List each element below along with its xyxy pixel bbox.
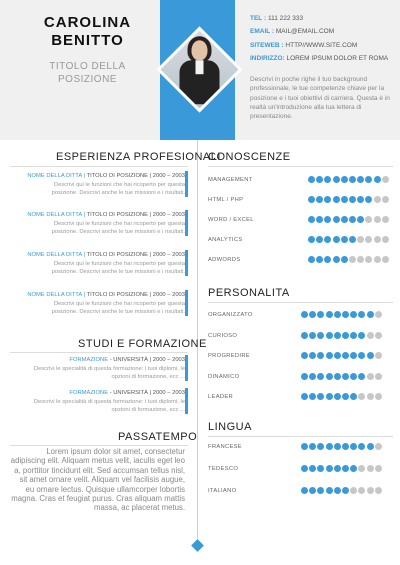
contact-block [250,12,395,65]
skill-label: MANAGEMENT [208,177,253,183]
skill-label: WORD / EXCEL [208,217,254,223]
rating-dot-filled [334,373,341,380]
rating-dot-empty [382,236,389,243]
rating-dot-filled [350,352,357,359]
rating-dot-filled [301,443,308,450]
personality-row [208,373,393,385]
rating-dot-filled [326,465,333,472]
rating-dot-empty [375,393,382,400]
skills-title: CONOSCENZE [208,151,291,163]
contact-website[interactable]: SITEWEB : HTTP//WWW.SITE.COM [250,41,358,49]
language-label: TEDESCO [208,466,239,472]
rating-dot-filled [342,487,349,494]
rating-dot-filled [350,332,357,339]
rating-dot-filled [326,332,333,339]
rating-dot-filled [341,236,348,243]
personality-label: LEADER [208,394,233,400]
studies-title: STUDI E FORMAZIONE [78,338,207,350]
rating-dot-filled [317,373,324,380]
study-item: FORMAZIONE - UNIVERSITÀ | 2000 – 2003 Descrivi le specialità di questa formazione: i tuoi diplomi, le opzioni di formazione, ecc ... [33,357,185,381]
rating-dot-empty [374,196,381,203]
rating-dot-empty [367,393,374,400]
rating-dot-empty [350,487,357,494]
rating-dot-filled [324,256,331,263]
rating-dot-filled [308,216,315,223]
rating-dot-filled [334,443,341,450]
job-title-line-2: POSIZIONE [58,74,117,85]
study-item-bar [185,355,188,381]
rating-dot-empty [382,256,389,263]
rating-dot-empty [375,373,382,380]
rating-dot-filled [326,373,333,380]
hobbies-title: PASSATEMPO [118,431,198,443]
skill-row [208,256,393,268]
rating-dot-filled [316,216,323,223]
rating-dot-filled [333,236,340,243]
personality-label: DINAMICO [208,373,240,380]
experience-item-bar [185,171,188,197]
rating-dot-filled [308,196,315,203]
experience-item: NOME DELLA DITTA | TITOLO DI POSIZIONE | 2000 – 2003 Descrivi qui le funzioni che hai ricoperto per questa posizione. Descrivi anche le tue missioni e i risultati. [27,292,185,316]
rating-dot-filled [308,256,315,263]
rating-dot-filled [301,352,308,359]
rating-dot-empty [367,373,374,380]
rating-dot-filled [349,216,356,223]
rating-dot-filled [308,236,315,243]
personality-label: ORGANIZZATO [208,312,253,318]
rating-dot-filled [358,311,365,318]
hobbies-text: Lorem ipsum dolor sit amet, consectetur adipiscing elit. Aliquam metus velit, iaculis eget leo a, porttitor tincidunt elit. Sed accumsan tellus nisl, sit amet ornare velit. Aliquam vel facilisis augue, eu ornare lectus. Quisque ullamcorper lobortis magna. Cras et feugiat purus. Cras aliquam mattis massa, ac placerat metus. [10,447,185,513]
experience-item: NOME DELLA DITTA | TITOLO DI POSIZIONE | 2000 – 2003 Descrivi qui le funzioni che hai ricoperto per questa posizione. Descrivi anche le tue missioni e i risultati. [27,173,185,197]
rating-dot-filled [358,373,365,380]
experience-title: ESPERIENZA PROFESIONALI [56,151,221,163]
job-title-line-1: TITOLO DELLA [49,61,126,72]
rating-dot-filled [309,443,316,450]
rating-dot-filled [334,393,341,400]
rating-dot-empty [382,196,389,203]
rating-dot-empty [358,487,365,494]
rating-dot-filled [309,352,316,359]
personality-label: CURIOSO [208,332,238,339]
rating-dot-filled [317,352,324,359]
rating-dot-filled [317,487,324,494]
rating-dot-filled [334,311,341,318]
rating-dot-filled [316,176,323,183]
experience-item-bar [185,290,188,316]
last-name: BENITTO [51,32,124,49]
personality-row [208,332,393,344]
rating-dot-empty [375,465,382,472]
rating-dot-empty [374,256,381,263]
rating-dot-filled [334,332,341,339]
rating-dot-empty [365,256,372,263]
rating-dot-empty [375,487,382,494]
rating-dot-empty [375,443,382,450]
rating-dot-filled [316,236,323,243]
rating-dot-empty [365,216,372,223]
rating-dot-empty [367,465,374,472]
rating-dot-filled [308,176,315,183]
rating-dot-filled [358,443,365,450]
rating-dot-empty [349,256,356,263]
skill-row [208,236,393,248]
rating-dot-filled [301,465,308,472]
rating-dot-filled [365,176,372,183]
rating-dot-filled [316,196,323,203]
rating-dot-filled [342,311,349,318]
rating-dot-filled [367,352,374,359]
rating-dot-filled [309,373,316,380]
rating-dot-empty [367,487,374,494]
rating-dot-filled [357,176,364,183]
rating-dot-filled [324,236,331,243]
rating-dot-filled [301,373,308,380]
rating-dot-filled [334,487,341,494]
rating-dot-empty [375,311,382,318]
experience-rule [10,166,188,167]
first-name: CAROLINA [43,14,132,31]
rating-dot-filled [341,216,348,223]
rating-dot-filled [357,196,364,203]
rating-dot-filled [342,352,349,359]
language-label: ITALIANO [208,488,237,494]
contact-phone: TEL : 111 222 333 [250,15,304,22]
skill-row [208,196,393,208]
rating-dot-filled [350,393,357,400]
language-row [208,443,393,455]
rating-dot-filled [349,176,356,183]
rating-dot-filled [341,176,348,183]
rating-dot-filled [358,352,365,359]
rating-dot-filled [309,487,316,494]
rating-dot-empty [375,332,382,339]
contact-address: INDIRIZZO: LOREM IPSUM DOLOR ET ROMA [250,54,389,62]
rating-dot-filled [317,393,324,400]
rating-dot-filled [317,465,324,472]
rating-dot-filled [317,311,324,318]
rating-dot-filled [309,393,316,400]
rating-dot-empty [382,176,389,183]
rating-dot-filled [333,176,340,183]
rating-dot-filled [342,465,349,472]
rating-dot-empty [365,236,372,243]
languages-title: LINGUA [208,421,252,433]
rating-dot-filled [349,236,356,243]
rating-dot-empty [357,236,364,243]
rating-dot-empty [375,352,382,359]
rating-dot-filled [326,443,333,450]
rating-dot-filled [350,373,357,380]
rating-dot-filled [326,393,333,400]
studies-rule [10,352,188,353]
rating-dot-filled [349,196,356,203]
skills-rule [208,166,393,167]
rating-dot-empty [382,216,389,223]
diamond-marker-bottom [191,539,204,552]
rating-dot-filled [341,196,348,203]
skill-label: ADWORDS [208,257,241,263]
rating-dot-filled [317,332,324,339]
rating-dot-filled [324,216,331,223]
hobbies-rule [10,445,188,446]
rating-dot-filled [341,256,348,263]
personality-rule [208,302,393,303]
rating-dot-filled [350,311,357,318]
skill-row [208,216,393,228]
rating-dot-filled [350,443,357,450]
rating-dot-filled [301,311,308,318]
rating-dot-filled [334,352,341,359]
rating-dot-filled [333,256,340,263]
rating-dot-empty [358,465,365,472]
rating-dot-filled [333,216,340,223]
rating-dot-filled [334,465,341,472]
rating-dot-filled [342,393,349,400]
experience-item: NOME DELLA DITTA | TITOLO DI POSIZIONE | 2000 – 2003 Descrivi qui le funzioni che hai ricoperto per questa posizione. Descrivi anche le tue missioni e i risultati. [27,252,185,276]
rating-dot-filled [358,332,365,339]
profile-summary: Descrivi in poche righe il tuo background professionale, le tue competenze chiave per la posizione e i tuoi obiettivi di carriera. Questa è in realtà un'introduzione alla tua lettera di presentazione. [250,76,390,121]
rating-dot-filled [357,216,364,223]
skill-row [208,176,393,188]
experience-item-bar [185,210,188,236]
rating-dot-filled [309,311,316,318]
rating-dot-filled [367,443,374,450]
rating-dot-filled [301,393,308,400]
rating-dot-filled [367,311,374,318]
personality-label: PROGREDIRE [208,353,250,359]
rating-dot-filled [342,332,349,339]
personality-row [208,393,393,405]
contact-email[interactable]: EMAIL : MAIL@EMAIL.COM [250,28,335,36]
rating-dot-filled [342,443,349,450]
rating-dot-filled [326,311,333,318]
rating-dot-empty [374,216,381,223]
study-item: FORMAZIONE - UNIVERSITÀ | 2000 – 2003 Descrivi le specialità di questa formazione: i tuoi diplomi, le opzioni di formazione, ecc ... [33,390,185,414]
personality-title: PERSONALITA [208,287,290,299]
rating-dot-filled [301,487,308,494]
rating-dot-empty [357,256,364,263]
rating-dot-filled [333,196,340,203]
rating-dot-filled [374,176,381,183]
rating-dot-filled [350,465,357,472]
rating-dot-empty [374,236,381,243]
rating-dot-filled [365,196,372,203]
study-item-bar [185,388,188,414]
rating-dot-filled [342,373,349,380]
job-title [20,60,155,86]
rating-dot-filled [324,176,331,183]
experience-item: NOME DELLA DITTA | TITOLO DI POSIZIONE | 2000 – 2003 Descrivi qui le funzioni che hai ricoperto per questa posizione. Descrivi anche le tue missioni e i risultati. [27,212,185,236]
rating-dot-filled [326,487,333,494]
personality-row [208,352,393,364]
language-row [208,487,393,499]
rating-dot-filled [324,196,331,203]
rating-dot-filled [326,352,333,359]
experience-item-bar [185,250,188,276]
rating-dot-filled [317,443,324,450]
rating-dot-filled [309,332,316,339]
languages-rule [208,436,393,437]
language-label: FRANCESE [208,444,242,450]
skill-label: HTML / PHP [208,197,244,203]
rating-dot-filled [316,256,323,263]
skill-label: ANALYTICS [208,237,243,243]
language-row [208,465,393,477]
personality-row [208,311,393,323]
rating-dot-filled [301,332,308,339]
rating-dot-empty [367,332,374,339]
rating-dot-filled [309,465,316,472]
rating-dot-empty [358,393,365,400]
